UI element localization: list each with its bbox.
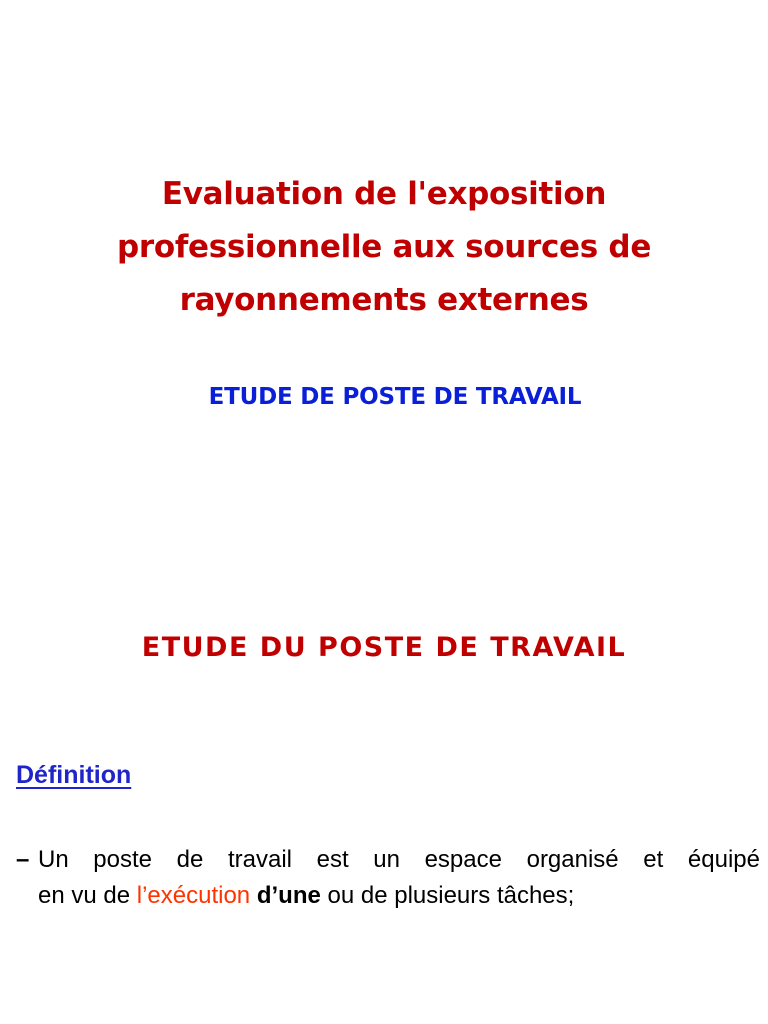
bullet-line-2 — [38, 878, 760, 914]
title-line-1: Evaluation de l'exposition — [161, 176, 607, 212]
title-line-3: rayonnements externes — [179, 282, 589, 318]
bullet-highlight-execution: l’exécution — [136, 882, 251, 909]
bullet-dash: – — [16, 846, 30, 873]
bullet-line-1: Un poste de travail est un espace organisé et équipé — [38, 846, 760, 873]
bullet-text — [38, 842, 760, 914]
title-line-2: professionnelle aux sources de — [116, 229, 652, 265]
bullet-bold-une: d’une — [256, 882, 321, 909]
document-title — [0, 168, 768, 327]
definition-bullet — [16, 842, 760, 914]
bullet-line-2-prefix: en vu de — [38, 882, 137, 909]
section-title: ETUDE DU POSTE DE TRAVAIL — [141, 632, 627, 663]
bullet-line-2-suffix: ou de plusieurs tâches; — [327, 882, 575, 909]
document-subtitle: ETUDE DE POSTE DE TRAVAIL — [208, 384, 582, 410]
definition-heading: Définition — [16, 761, 132, 789]
